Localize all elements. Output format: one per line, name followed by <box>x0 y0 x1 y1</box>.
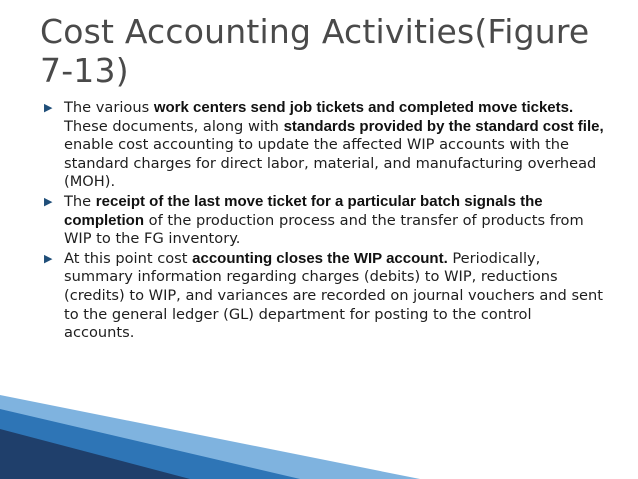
bullet-text-emphasis: receipt of the last move ticket for a particular batch signals the completion <box>64 192 543 229</box>
slide-title: Cost Accounting Activities(Figure 7-13) <box>40 12 590 90</box>
bullet-item <box>44 193 604 249</box>
bullet-text-segment: At this point cost <box>64 249 193 267</box>
bullet-item <box>44 250 604 343</box>
bullet-text-emphasis: standards provided by the standard cost file, <box>283 117 604 135</box>
bullet-arrow-icon: ▶ <box>44 251 53 265</box>
bullet-list <box>44 99 604 344</box>
bullet-text-segment: enable cost accounting to update the affected WIP accounts with the standard charges for direct labor, material, and manufacturing overhead (MOH). <box>64 136 597 191</box>
bullet-text-segment: Periodically, summary information regarding charges (debits) to WIP, reductions (credits) to WIP, and variances are recorded on journal vouchers and sent to the general ledger (GL) department for posting to the control accounts. <box>64 249 603 342</box>
bullet-item <box>44 99 604 192</box>
corner-swoosh-decoration <box>0 389 638 479</box>
bullet-text-emphasis: accounting closes the WIP account. <box>192 249 448 267</box>
bullet-text-segment: The various <box>64 99 154 116</box>
bullet-text-segment: of the production process and the transfer of products from WIP to the FG inventory. <box>64 211 584 248</box>
bullet-arrow-icon: ▶ <box>44 101 53 114</box>
bullet-arrow-icon: ▶ <box>44 194 53 208</box>
bullet-text-emphasis: work centers send job tickets and completed move tickets. <box>153 99 574 116</box>
bullet-text-segment: The <box>64 192 96 210</box>
bullet-text-segment: These documents, along with <box>64 117 284 135</box>
